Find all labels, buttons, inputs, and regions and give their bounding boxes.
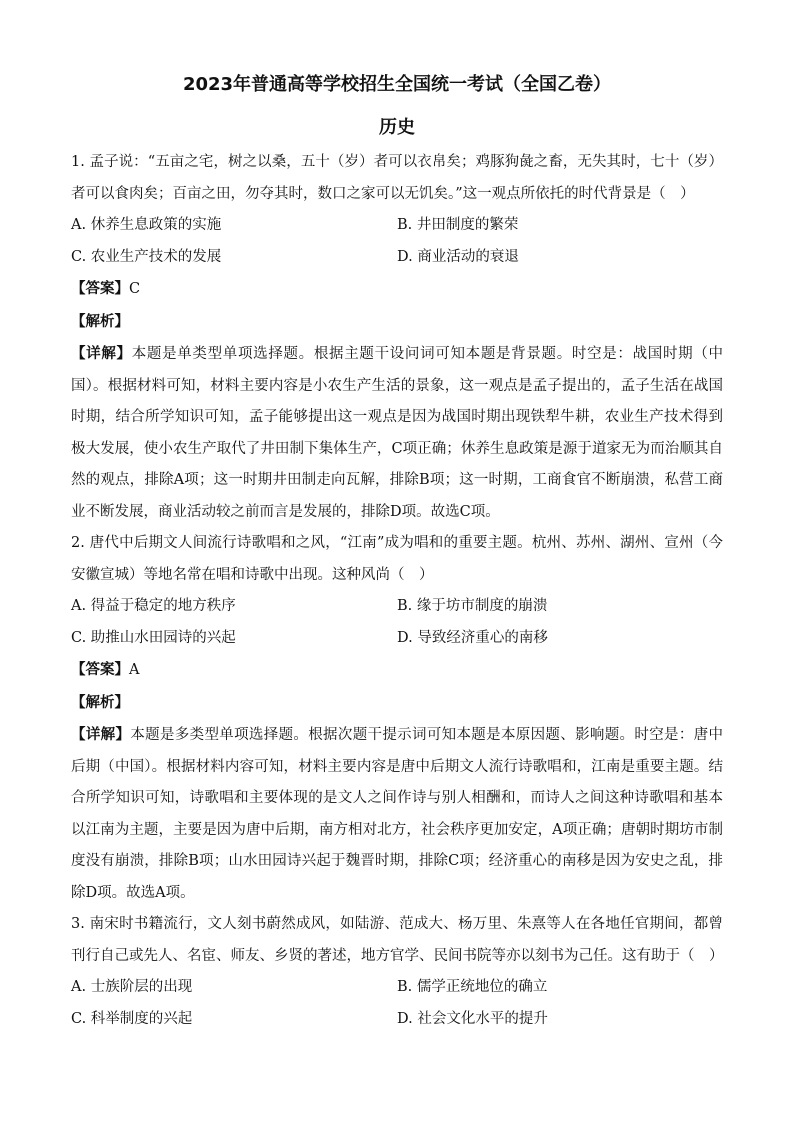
answer-line <box>71 273 723 306</box>
question-3 <box>71 909 723 1035</box>
option-c: C. 助推山水田园诗的兴起 <box>71 629 236 646</box>
option-a: A. 休养生息政策的实施 <box>71 217 222 233</box>
option-a: A. 得益于稳定的地方秩序 <box>71 598 236 614</box>
option-a: A. 士族阶层的出现 <box>71 979 193 995</box>
option-b: B. 井田制度的繁荣 <box>397 217 519 233</box>
question-stem: 3. 南宋时书籍流行，文人刻书蔚然成风，如陆游、范成大、杨万里、朱熹等人在各地任官期间，都曾刊行自己或先人、名宦、师友、乡贤的著述，地方官学、民间书院等亦以刻书为己任。这有助于（ ） <box>71 916 724 964</box>
answer-line <box>71 654 723 687</box>
question-1 <box>71 147 723 528</box>
exam-title: 2023年普通高等学校招生全国统一考试（全国乙卷） <box>182 74 612 95</box>
option-d: D. 商业活动的衰退 <box>397 248 519 265</box>
answer-value: A <box>129 662 140 678</box>
detail-text: 本题是多类型单项选择题。根据次题干提示词可知本题是本原因题、影响题。时空是：唐中后期（中国）。根据材料内容可知，材料主要内容是唐中后期文人流行诗歌唱和，江南是重要主题。结合所学知识可知，诗歌唱和主要体现的是文人之间作诗与别人相酬和，而诗人之间这种诗歌唱和基本以江南为主题，主要是因为唐中后期，南方相对北方，社会秩序更加安定，A项正确；唐朝时期坊市制度没有崩溃，排除B项；山水田园诗兴起于魏晋时期，排除C项；经济重心的南移是因为安史之乱，排除D项。故选A项。 <box>71 727 724 901</box>
analysis-label: 【解析】 <box>71 693 129 711</box>
detail-label: 【详解】 <box>71 345 132 362</box>
answer-value: C <box>129 281 141 297</box>
option-list <box>71 591 723 654</box>
analysis-line <box>71 687 723 720</box>
subject-title: 历史 <box>379 117 415 138</box>
detail-text: 本题是单类型单项选择题。根据主题干设问词可知本题是背景题。时空是：战国时期（中国）。根据材料可知，材料主要内容是小农生产生活的景象，这一观点是孟子提出的，孟子生活在战国时期，结合所学知识可知，孟子能够提出这一观点是因为战国时期出现铁犁牛耕，农业生产技术得到极大发展，使小农生产取代了井田制下集体生产，C项正确；休养生息政策是源于道家无为而治顺其自然的观点，排除A项；这一时期井田制走向瓦解，排除B项；这一时期，工商食官不断崩溃，私营工商业不断发展，商业活动较之前而言是发展的，排除D项。故选C项。 <box>71 346 724 520</box>
option-d: D. 社会文化水平的提升 <box>397 1010 548 1027</box>
option-list <box>71 210 723 273</box>
option-b: B. 儒学正统地位的确立 <box>397 979 548 995</box>
question-stem: 1. 孟子说：“五亩之宅，树之以桑，五十（岁）者可以衣帛矣；鸡豚狗彘之畜，无失其时，七十（岁）者可以食肉矣；百亩之田，勿夺其时，数口之家可以无饥矣。”这一观点所依托的时代背景是（ ） <box>71 154 723 202</box>
analysis-line <box>71 306 723 339</box>
option-c: C. 农业生产技术的发展 <box>71 248 222 265</box>
detail-paragraph <box>71 338 723 528</box>
answer-label: 【答案】 <box>71 661 129 678</box>
option-c: C. 科举制度的兴起 <box>71 1010 193 1027</box>
question-2 <box>71 528 723 909</box>
option-list <box>71 972 723 1035</box>
question-stem: 2. 唐代中后期文人间流行诗歌唱和之风，“江南”成为唱和的重要主题。杭州、苏州、湖州、宣州（今安徽宣城）等地名常在唱和诗歌中出现。这种风尚（ ） <box>71 535 723 583</box>
option-d: D. 导致经济重心的南移 <box>397 629 548 646</box>
detail-label: 【详解】 <box>71 726 131 743</box>
analysis-label: 【解析】 <box>71 312 129 330</box>
answer-label: 【答案】 <box>71 280 129 297</box>
exam-content <box>71 147 723 1035</box>
option-b: B. 缘于坊市制度的崩溃 <box>397 598 548 614</box>
detail-paragraph <box>71 719 723 909</box>
